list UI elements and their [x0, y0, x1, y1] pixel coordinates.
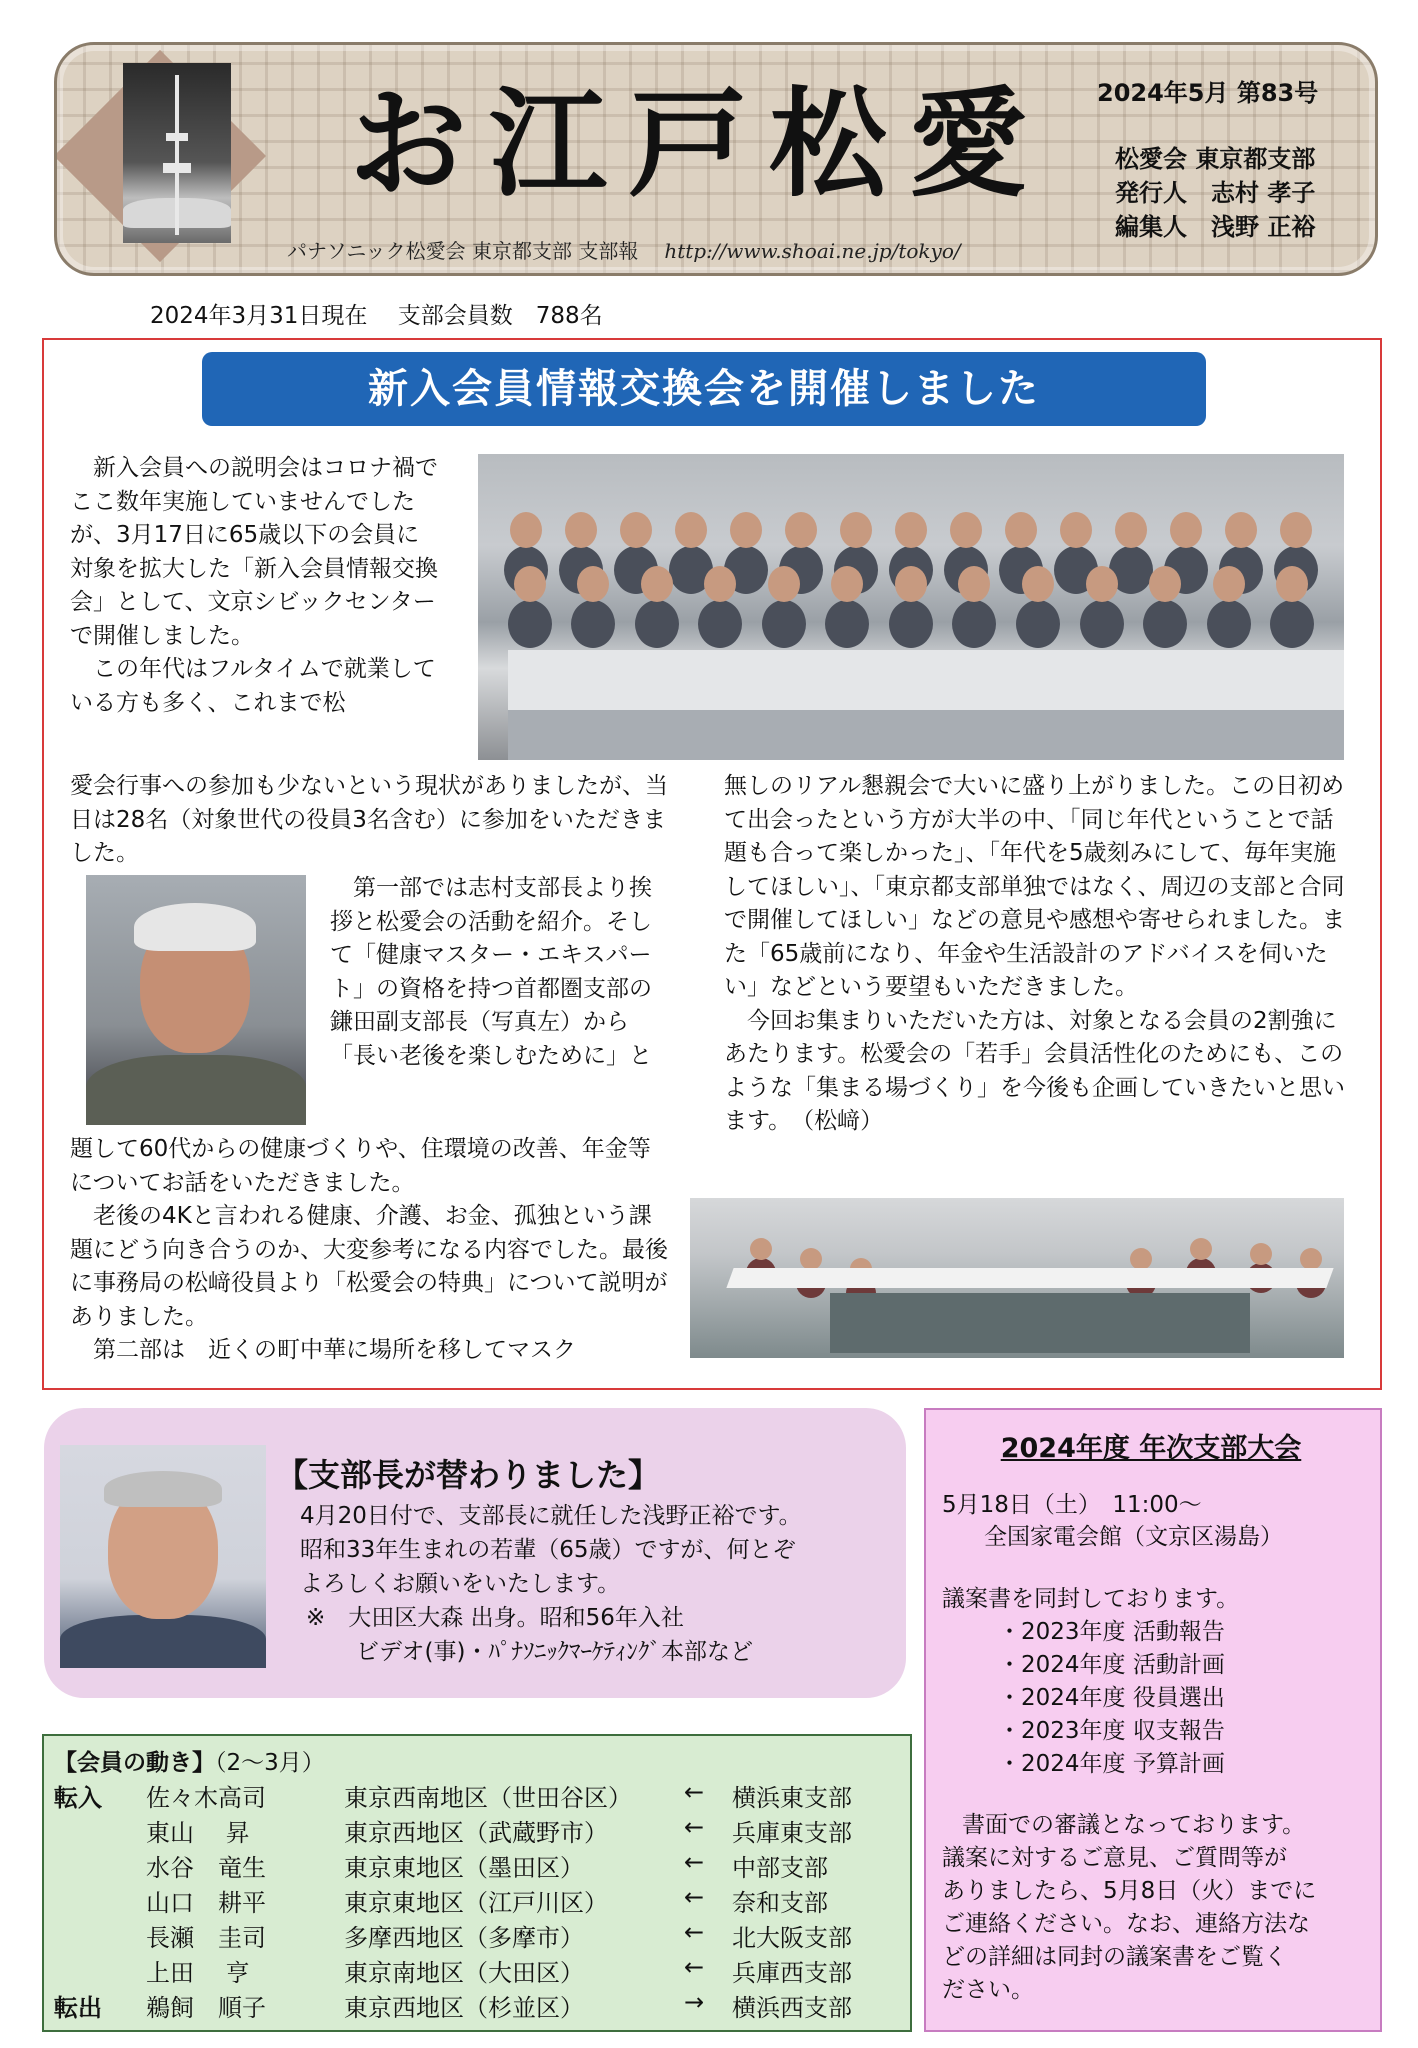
- members-title-text: 【会員の動き】: [54, 1750, 215, 1776]
- newsletter-subtitle: [287, 235, 961, 264]
- meeting-note: どの詳細は同封の議案書をご覧く: [942, 1944, 1287, 1970]
- member-area: 東京南地区（大田区）: [344, 1959, 584, 1987]
- article-part1: [330, 872, 670, 1073]
- member-branch: 中部支部: [732, 1854, 828, 1882]
- member-row: [54, 1848, 894, 1882]
- arrow-left-icon: ←: [684, 1848, 705, 1876]
- arrow-left-icon: ←: [684, 1953, 705, 1981]
- chief-portrait: [60, 1445, 266, 1668]
- agenda-item: ・2024年度 役員選出: [998, 1685, 1225, 1711]
- article-paragraph: 第二部は 近くの町中華に場所を移してマスク: [93, 1337, 576, 1363]
- arrow-left-icon: ←: [684, 1778, 705, 1806]
- member-area: 東京西南地区（世田谷区）: [344, 1784, 632, 1812]
- article-paragraph: 題して60代からの健康づくりや、住環境の改善、年金等についてお話をいただきました。: [70, 1136, 651, 1196]
- chief-profile-line: ※ 大田区大森 出身。昭和56年入社: [306, 1605, 684, 1631]
- member-row: [54, 1918, 894, 1952]
- meeting-note: 議案に対するご意見、ご質問等が: [942, 1845, 1287, 1871]
- article-paragraph: 愛会行事への参加も少ないという現状がありましたが、当日は28名（対象世代の役員3名含む）に参加をいただきました。: [70, 773, 668, 866]
- member-name: 鵜飼 順子: [146, 1994, 266, 2022]
- member-movements-title: [54, 1744, 325, 1777]
- article-paragraph: 無しのリアル懇親会で大いに盛り上がりました。この日初めて出会ったという方が大半の中、「同じ年代ということで話題も合って楽しかった」、「年代を5歳刻みにして、毎年実施してほしい」、「東京都支部単独ではなく、周辺の支部と合同で開催してほしい」などの意見や感想や寄せられました。また「65歳前になり、年金や生活設計のアドバイスを伺いたい」などという要望もいただきました。: [724, 773, 1345, 1000]
- chief-text-line: 昭和33年生まれの若輩（65歳）ですが、何とぞ: [300, 1537, 796, 1563]
- member-branch: 横浜東支部: [732, 1784, 852, 1812]
- masthead: [54, 42, 1378, 276]
- member-count: 2024年3月31日現在 支部会員数 788名: [150, 303, 603, 329]
- skytree-photo: [123, 63, 231, 243]
- member-area: 多摩西地区（多摩市）: [344, 1924, 584, 1952]
- article-paragraph: この年代はフルタイムで就業している方も多く、これまで松: [70, 656, 436, 716]
- arrow-left-icon: ←: [684, 1918, 705, 1946]
- member-row: [54, 1778, 894, 1812]
- members-period: （2～3月）: [215, 1750, 325, 1776]
- member-branch: 奈和支部: [732, 1889, 828, 1917]
- arrow-left-icon: ←: [684, 1883, 705, 1911]
- chief-text-line: 4月20日付で、支部長に就任した浅野正裕です。: [300, 1503, 802, 1529]
- meeting-note: 書面での審議となっております。: [962, 1812, 1306, 1838]
- website-url: http://www.shoai.ne.jp/tokyo/: [664, 239, 961, 263]
- meeting-venue: 全国家電会館（文京区湯島）: [984, 1524, 1283, 1550]
- article-title: 新入会員情報交換会を開催しました: [202, 352, 1206, 426]
- meeting-photo: [690, 1198, 1344, 1358]
- arrow-left-icon: ←: [684, 1813, 705, 1841]
- issue-number: 2024年5月 第83号: [1097, 79, 1319, 107]
- article-paragraph: 第一部では志村支部長より挨拶と松愛会の活動を紹介。そして「健康マスター・エキスパート」の資格を持つ首都圏支部の鎌田副支部長（写真左）から「長い老後を楽しむために」と: [330, 875, 652, 1069]
- member-name: 山口 耕平: [146, 1889, 266, 1917]
- annual-meeting-title: 2024年度 年次支部大会: [1000, 1433, 1302, 1464]
- member-name: 水谷 竜生: [146, 1854, 266, 1882]
- member-area: 東京東地区（江戸川区）: [344, 1889, 608, 1917]
- member-name: 佐々木高司: [146, 1784, 266, 1812]
- publisher-org: 松愛会 東京都支部: [1115, 145, 1316, 173]
- article-participation: [70, 770, 670, 871]
- article-column-2: [724, 770, 1346, 1139]
- editor-name: 編集人 浅野 正裕: [1115, 213, 1316, 241]
- member-row: [54, 1953, 894, 1987]
- article-lower: [70, 1133, 670, 1368]
- agenda-item: ・2023年度 収支報告: [998, 1718, 1225, 1744]
- chief-text-line: よろしくお願いをいたします。: [300, 1571, 621, 1597]
- movement-kind: 転出: [54, 1994, 102, 2022]
- speaker-photo: [86, 875, 306, 1125]
- chief-change-title: 【支部長が替わりました】: [276, 1456, 661, 1494]
- member-area: 東京西地区（杉並区）: [344, 1994, 584, 2022]
- member-branch: 兵庫東支部: [732, 1819, 852, 1847]
- chief-profile-line: ビデオ(事)・ﾊﾟﾅｿﾆｯｸﾏｰｹﾃｨﾝｸﾞ本部など: [356, 1639, 753, 1665]
- article-paragraph: 老後の4Kと言われる健康、介護、お金、孤独という課題にどう向き合うのか、大変参考になる内容でした。最後に事務局の松﨑役員より「松愛会の特典」について説明がありました。: [70, 1203, 668, 1330]
- article-paragraph: 今回お集まりいただいた方は、対象となる会員の2割強にあたります。松愛会の「若手」会員活性化のためにも、このような「集まる場づくり」を今後も企画していきたいと思います。 （松﨑）: [724, 1007, 1345, 1134]
- member-name: 上田 亨: [146, 1959, 250, 1987]
- member-row: [54, 1883, 894, 1917]
- article-intro: [70, 452, 440, 720]
- arrow-right-icon: →: [684, 1988, 705, 2016]
- article-paragraph: 新入会員への説明会はコロナ禍でここ数年実施していませんでしたが、3月17日に65歳以下の会員に対象を拡大した「新入会員情報交換会」として、文京シビックセンターで開催しました。: [70, 455, 438, 649]
- member-row: [54, 1813, 894, 1847]
- member-row: [54, 1988, 894, 2022]
- member-branch: 横浜西支部: [732, 1994, 852, 2022]
- member-area: 東京東地区（墨田区）: [344, 1854, 584, 1882]
- agenda-item: ・2024年度 予算計画: [998, 1751, 1225, 1777]
- agenda-item: ・2024年度 活動計画: [998, 1652, 1225, 1678]
- enclosed-notice: 議案書を同封しております。: [942, 1586, 1240, 1612]
- group-photo: [478, 454, 1344, 760]
- agenda-item: ・2023年度 活動報告: [998, 1619, 1225, 1645]
- meeting-note: ご連絡ください。なお、連絡方法な: [942, 1911, 1310, 1937]
- member-branch: 北大阪支部: [732, 1924, 852, 1952]
- meeting-note: ださい。: [942, 1977, 1034, 2003]
- member-name: 長瀬 圭司: [146, 1924, 266, 1952]
- movement-kind: 転入: [54, 1784, 102, 1812]
- member-branch: 兵庫西支部: [732, 1959, 852, 1987]
- subtitle-text: パナソニック松愛会 東京都支部 支部報: [287, 239, 639, 263]
- publisher-name: 発行人 志村 孝子: [1115, 179, 1316, 207]
- member-name: 東山 昇: [146, 1819, 250, 1847]
- newsletter-title: お江戸松愛: [349, 74, 1050, 213]
- meeting-date: 5月18日（土） 11:00～: [942, 1492, 1202, 1518]
- meeting-note: ありましたら、5月8日（火）までに: [942, 1878, 1317, 1904]
- member-area: 東京西地区（武蔵野市）: [344, 1819, 608, 1847]
